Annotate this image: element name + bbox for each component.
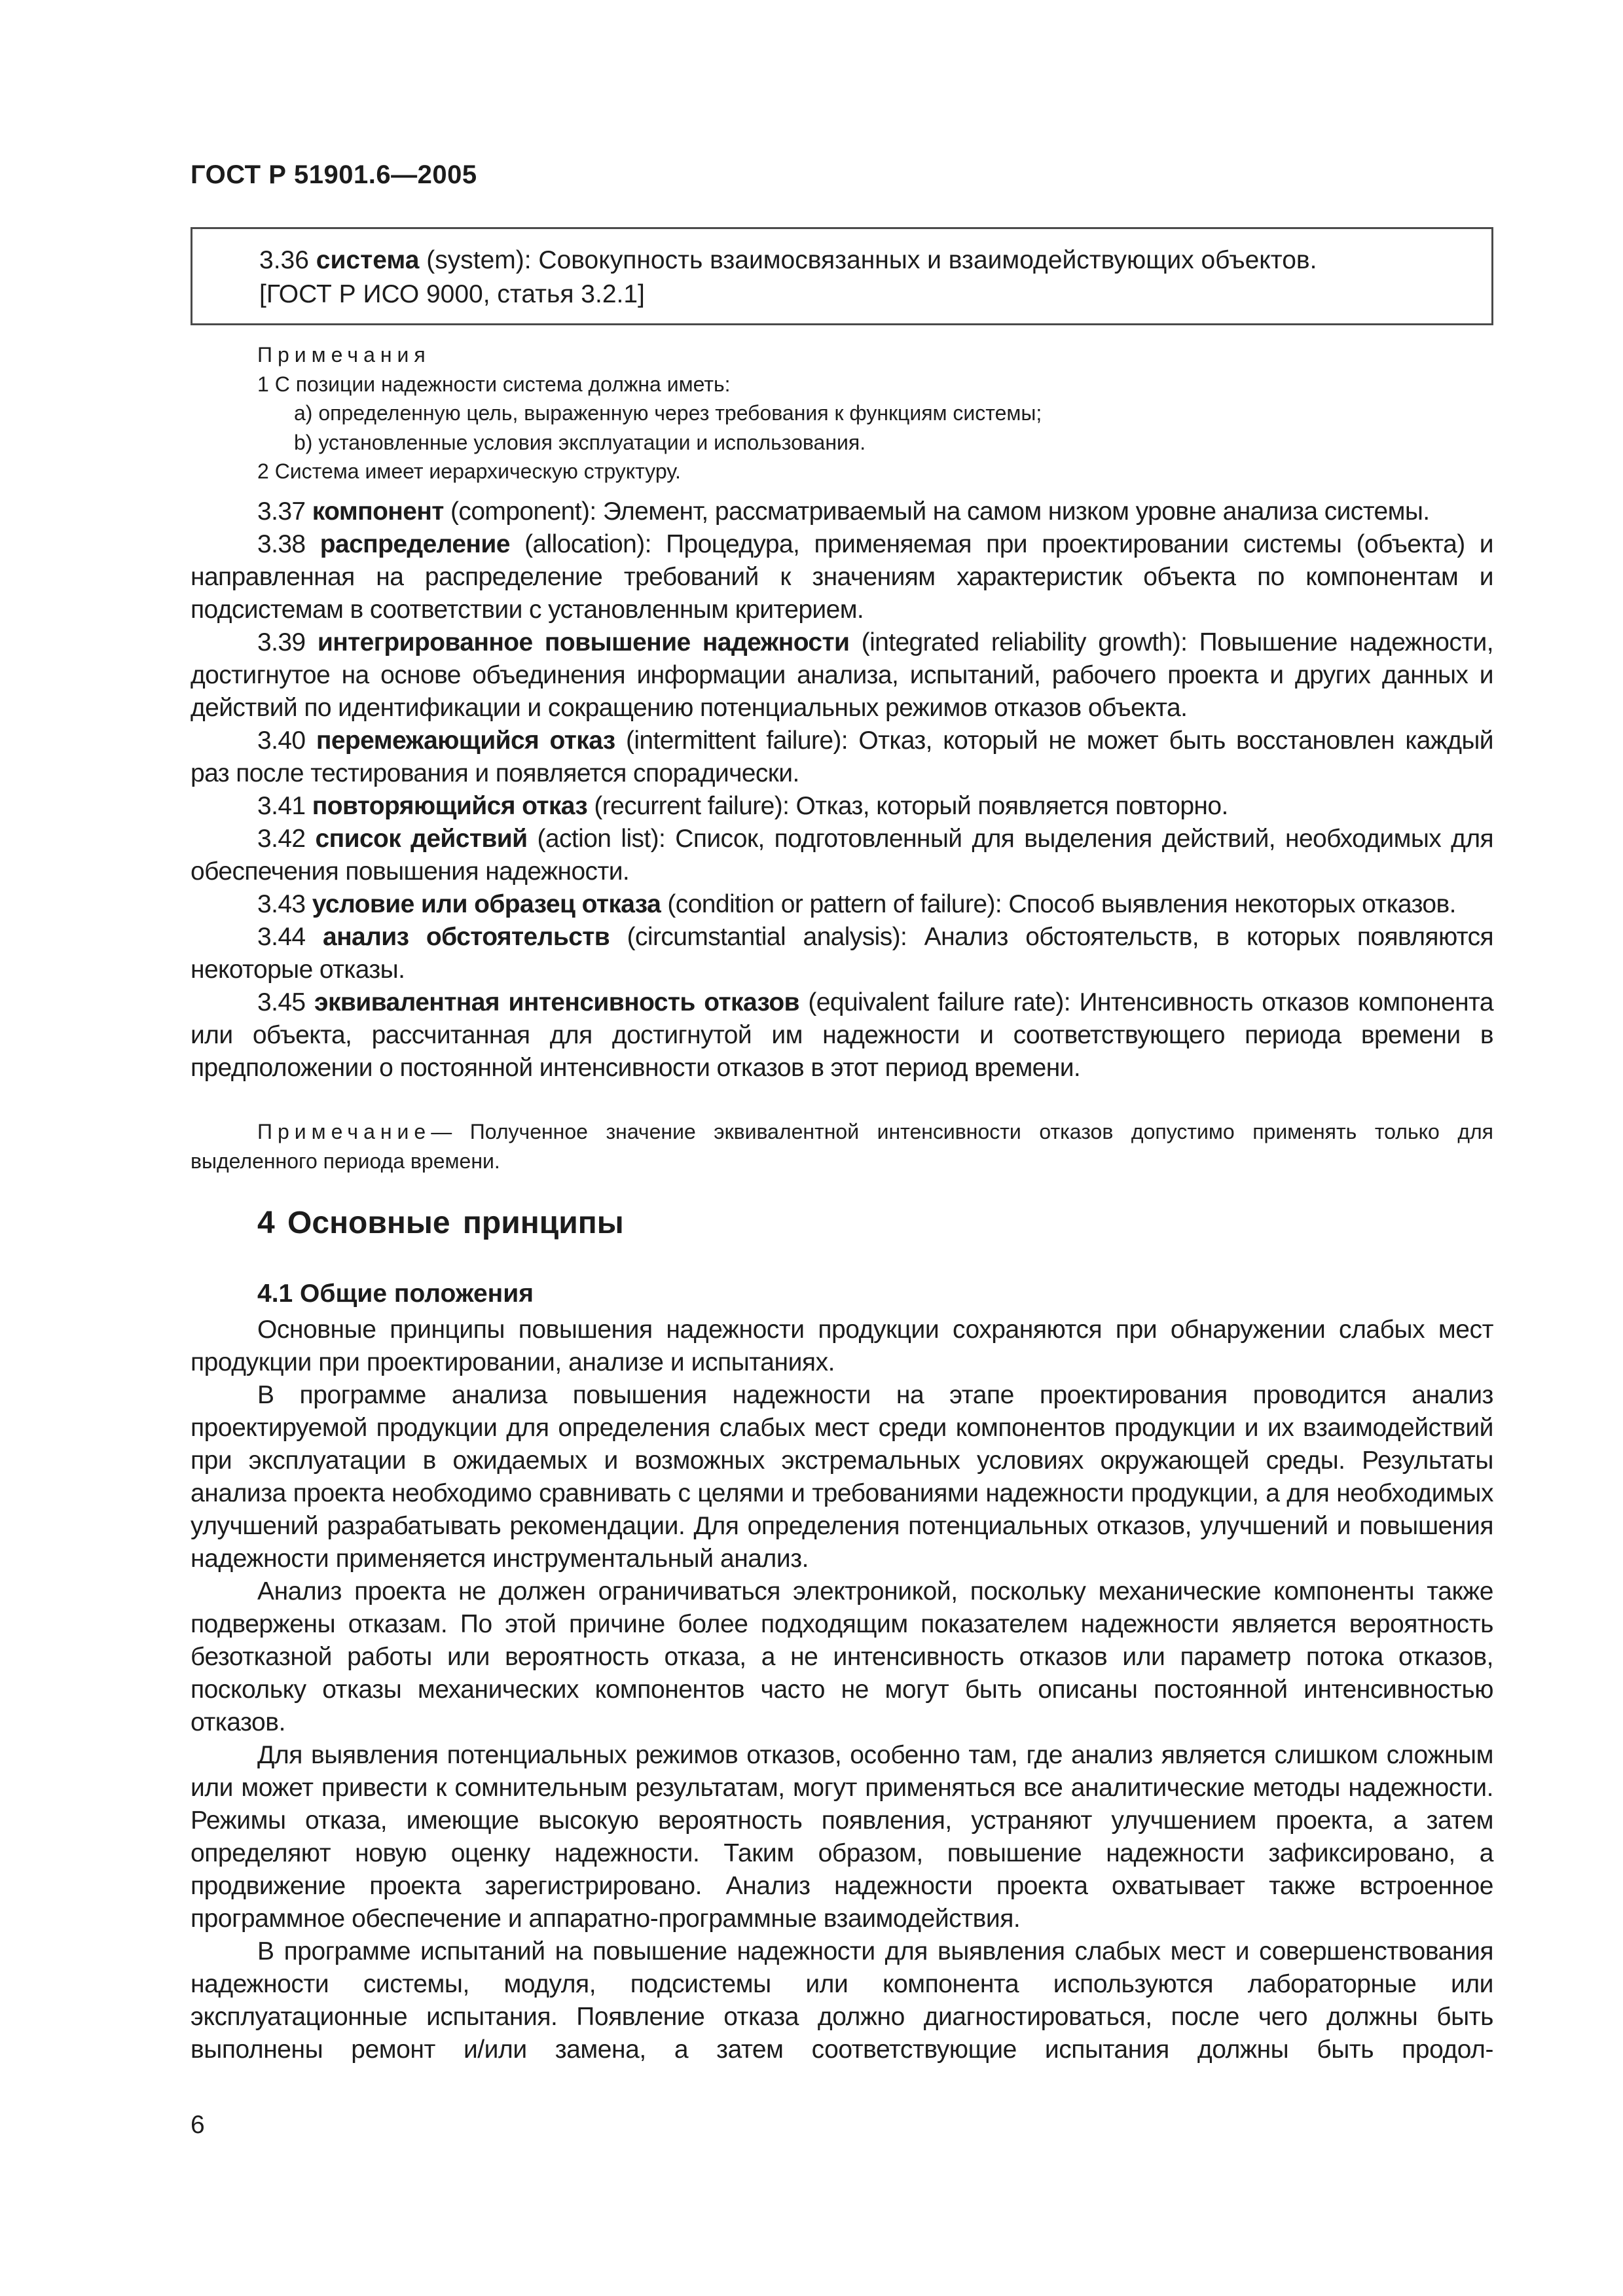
term: система bbox=[316, 246, 420, 274]
notes-block bbox=[257, 340, 1501, 486]
subsection-heading: 4.1 Общие положения bbox=[257, 1280, 534, 1308]
definition-3-43: 3.43 условие или образец отказа (condition or pattern of failure): Способ выявления некоторых отказов. bbox=[257, 890, 1456, 918]
notes-heading: Примечания bbox=[257, 343, 431, 367]
section-heading: 4 Основные принципы bbox=[257, 1206, 624, 1240]
note-equivalent-rate bbox=[191, 1117, 1493, 1176]
definition-3-39: 3.39 интегрированное повышение надежности (integrated reliability growth): Повышение надежности, достигнутое на основе объединения информации анализа, испытаний, рабочего проекта и других данных и действий по идентификации и сокращению потенциальных режимов отказов объекта. bbox=[191, 628, 1493, 722]
note-label: Примечание bbox=[257, 1120, 431, 1143]
paragraph: В программе анализа повышения надежности на этапе проектирования проводится анализ проектируемой продукции для определения слабых мест среди компонентов продукции и их взаимодействий при эксплуатации в ожидаемых и возможных экстремальных условиях окружающей среды. Результаты анализа проекта необходимо сравнивать с целями и требованиями надежности продукции, а для необходимых улучшений разрабатывать рекомендации. Для определения потенциальных отказов, улучшений и повышения надежности применяется инструментальный анализ. bbox=[191, 1381, 1493, 1573]
definition-3-41: 3.41 повторяющийся отказ (recurrent failure): Отказ, который появляется повторно. bbox=[257, 792, 1228, 820]
note-1b: b) установленные условия эксплуатации и использования. bbox=[294, 430, 866, 454]
section-body bbox=[191, 1314, 1493, 2066]
definition-3-42: 3.42 список действий (action list): Список, подготовленный для выделения действий, необходимых для обеспечения повышения надежности. bbox=[191, 825, 1493, 886]
paragraph: Для выявления потенциальных режимов отказов, особенно там, где анализ является слишком сложным или может привести к сомнительным результатам, могут применяться все аналитические методы надежности. Режимы отказа, имеющие высокую вероятность появления, устраняют улучшением проекта, а затем определяют новую оценку надежности. Таким образом, повышение надежности зафиксировано, а продвижение проекта зарегистрировано. Анализ надежности проекта охватывает также встроенное программное обеспечение и аппаратно-программные взаимодействия. bbox=[191, 1741, 1493, 1933]
document-header: ГОСТ Р 51901.6—2005 bbox=[191, 160, 477, 189]
definition-3-36 bbox=[259, 243, 1491, 278]
paragraph: Анализ проекта не должен ограничиваться электроникой, поскольку механические компоненты также подвержены отказам. По этой причине более подходящим показателем надежности является вероятность безотказной работы или вероятность отказа, а не интенсивность отказов или параметр потока отказов, поскольку отказы механических компонентов часто не могут быть описаны постоянной интенсивностью отказов. bbox=[191, 1577, 1493, 1736]
paragraph: В программе испытаний на повышение надежности для выявления слабых мест и совершенствования надежности системы, модуля, подсистемы или компонента используются лабораторные или эксплуатационные испытания. Появление отказа должно диагностироваться, после чего должны быть выполнены ремонт и/или замена, а затем соответствующие испытания должны быть продол- bbox=[191, 1937, 1493, 2064]
term-definition: (system): Совокупность взаимосвязанных и взаимодействующих объектов. bbox=[419, 246, 1317, 274]
definition-3-40: 3.40 перемежающийся отказ (intermittent failure): Отказ, который не может быть восстановлен каждый раз после тестирования и появляется спорадически. bbox=[191, 726, 1493, 787]
note-1a: a) определенную цель, выраженную через требования к функциям системы; bbox=[294, 401, 1042, 425]
paragraph: Основные принципы повышения надежности продукции сохраняются при обнаружении слабых мест продукции при проектировании, анализе и испытаниях. bbox=[191, 1316, 1493, 1376]
definition-box bbox=[191, 227, 1493, 325]
term-number: 3.36 bbox=[259, 246, 309, 274]
note-text: — Полученное значение эквивалентной интенсивности отказов допустимо применять только для выделенного периода времени. bbox=[191, 1120, 1493, 1173]
note-1: 1 С позиции надежности система должна иметь: bbox=[257, 372, 731, 396]
page-number: 6 bbox=[191, 2111, 205, 2139]
definitions-list bbox=[191, 495, 1493, 1085]
definition-3-45: 3.45 эквивалентная интенсивность отказов (equivalent failure rate): Интенсивность отказов компонента или объекта, рассчитанная для достигнутой им надежности и соответствующего периода времени в предположении о постоянной интенсивности отказов в этот период времени. bbox=[191, 988, 1493, 1082]
definition-reference: [ГОСТ Р ИСО 9000, статья 3.2.1] bbox=[259, 280, 645, 308]
definition-3-38: 3.38 распределение (allocation): Процедура, применяемая при проектировании системы (объекта) и направленная на распределение требований к значениям характеристик объекта по компонентам и подсистемам в соответствии с установленным критерием. bbox=[191, 530, 1493, 624]
definition-3-44: 3.44 анализ обстоятельств (circumstantial analysis): Анализ обстоятельств, в которых появляются некоторые отказы. bbox=[191, 923, 1493, 984]
note-2: 2 Система имеет иерархическую структуру. bbox=[257, 459, 681, 483]
definition-3-37: 3.37 компонент (component): Элемент, рассматриваемый на самом низком уровне анализа системы. bbox=[257, 497, 1430, 526]
